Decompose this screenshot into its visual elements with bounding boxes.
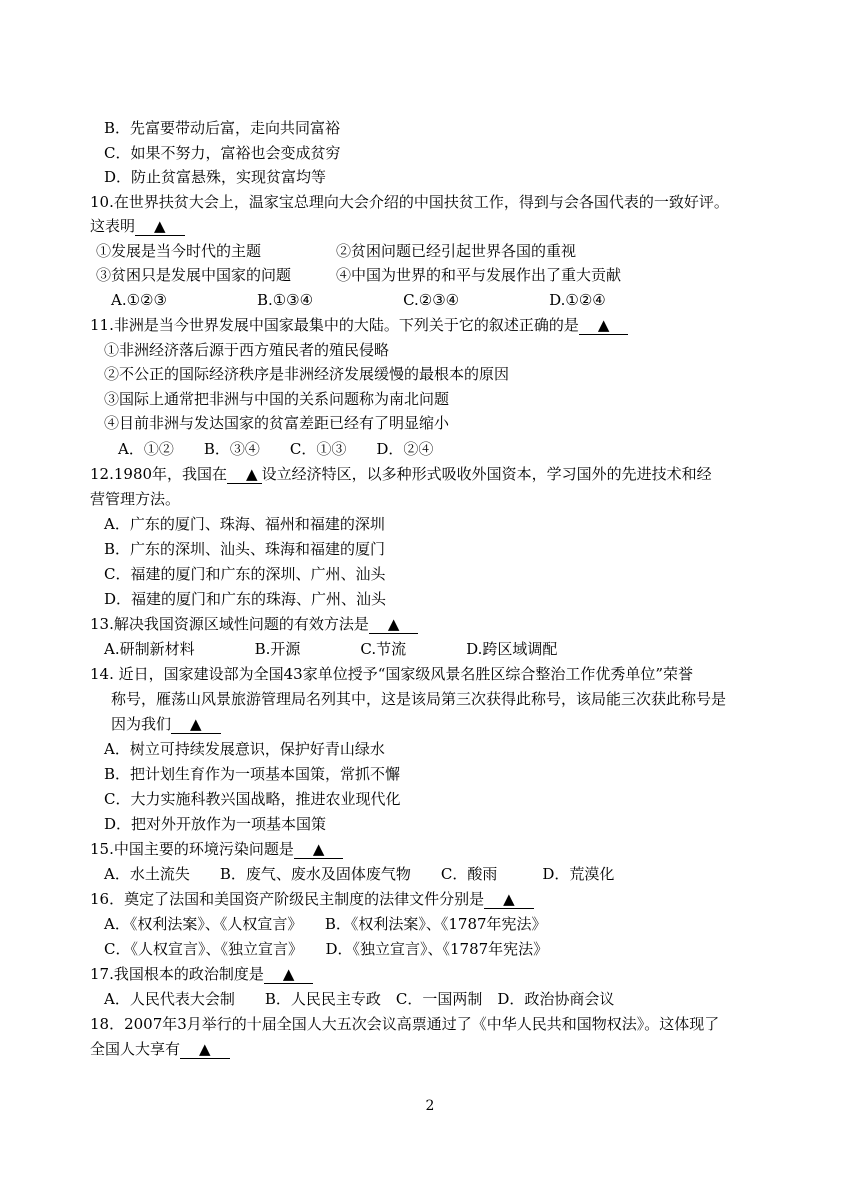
- q14-option-d: D．把对外开放作为一项基本国策: [104, 815, 327, 833]
- answer-blank: ▲: [135, 217, 185, 236]
- q9-option-d: D．防止贫富悬殊，实现贫富均等: [104, 168, 327, 186]
- q10-stem: 10.在世界扶贫大会上，温家宝总理向大会介绍的中国扶贫工作，得到与会各国代表的一致好评。: [90, 193, 729, 211]
- q12-option-b: B．广东的深圳、汕头、珠海和福建的厦门: [104, 540, 386, 558]
- q18-stem-cont: 全国人大享有 ▲: [90, 1039, 230, 1059]
- q12-option-a: A．广东的厦门、珠海、福州和福建的深圳: [104, 515, 385, 533]
- q11-statement-4: ④目前非洲与发达国家的贫富差距已经有了明显缩小: [104, 414, 450, 432]
- answer-blank: ▲: [227, 465, 262, 484]
- q11-stem: 11.非洲是当今世界发展中国家最集中的大陆。下列关于它的叙述正确的是 ▲: [90, 315, 628, 335]
- q15-stem: 15.中国主要的环境污染问题是 ▲: [90, 839, 343, 859]
- q18-stem: 18．2007年3月举行的十届全国人大五次会议高票通过了《中华人民共和国物权法》。这体现了: [90, 1015, 720, 1033]
- q10-stem-cont: 这表明 ▲: [90, 216, 185, 236]
- q11-statement-1: ①非洲经济落后源于西方殖民者的殖民侵略: [104, 341, 390, 359]
- answer-blank: ▲: [171, 715, 221, 734]
- answer-blank: ▲: [264, 965, 314, 984]
- page-number: 2: [425, 1098, 435, 1114]
- q16-options-a-b: A．《权利法案》、《人权宣言》 B．《权利法案》、《1787年宪法》: [104, 915, 547, 933]
- q12-option-c: C．福建的厦门和广东的深圳、广州、汕头: [104, 565, 386, 583]
- q14-stem-cont-2: 因为我们 ▲: [111, 714, 221, 734]
- q14-option-b: B．把计划生育作为一项基本国策，常抓不懈: [104, 765, 401, 783]
- q14-option-a: A．树立可持续发展意识，保护好青山绿水: [104, 740, 385, 758]
- q14-stem-cont-1: 称号，雁荡山风景旅游管理局名列其中，这是该局第三次获得此称号，该局能三次获此称号是: [111, 690, 727, 708]
- q17-options: A．人民代表大会制 B．人民民主专政 C．一国两制 D．政治协商会议: [104, 990, 615, 1008]
- q11-options: A．①② B．③④ C．①③ D．②④: [118, 440, 434, 458]
- q10-statements-1-2: ①发展是当今时代的主题 ②贫困问题已经引起世界各国的重视: [96, 242, 577, 260]
- q12-stem: 12.1980年，我国在 ▲ 设立经济特区，以多种形式吸收外国资本，学习国外的先进技术和经: [90, 465, 712, 483]
- q9-option-c: C．如果不努力，富裕也会变成贫穷: [104, 144, 341, 162]
- q10-options: A.①②③ B.①③④ C.②③④ D.①②④: [111, 291, 606, 309]
- q14-option-c: C．大力实施科教兴国战略，推进农业现代化: [104, 790, 401, 808]
- answer-blank: ▲: [484, 890, 534, 909]
- q16-options-c-d: C．《人权宣言》、《独立宣言》 D．《独立宣言》、《1787年宪法》: [104, 940, 549, 958]
- q11-statement-3: ③国际上通常把非洲与中国的关系问题称为南北问题: [104, 390, 450, 408]
- answer-blank: ▲: [180, 1040, 230, 1059]
- q17-stem: 17.我国根本的政治制度是 ▲: [90, 964, 313, 984]
- q16-stem: 16．奠定了法国和美国资产阶级民主制度的法律文件分别是 ▲: [90, 889, 534, 909]
- answer-blank: ▲: [294, 840, 344, 859]
- answer-blank: ▲: [369, 615, 419, 634]
- q11-statement-2: ②不公正的国际经济秩序是非洲经济发展缓慢的最根本的原因: [104, 365, 510, 383]
- q12-stem-cont: 营管理方法。: [90, 490, 181, 508]
- q15-options: A．水土流失 B．废气、废水及固体废气物 C．酸雨 D．荒漠化: [104, 865, 615, 883]
- q13-stem: 13.解决我国资源区域性问题的有效方法是 ▲: [90, 614, 418, 634]
- q9-option-b: B．先富要带动后富，走向共同富裕: [104, 119, 341, 137]
- q14-stem: 14. 近日，国家建设部为全国43家单位授予“国家级风景名胜区综合整治工作优秀单位”荣誉: [90, 665, 694, 683]
- q12-option-d: D．福建的厦门和广东的珠海、广州、汕头: [104, 590, 387, 608]
- q10-statements-3-4: ③贫困只是发展中国家的问题 ④中国为世界的和平与发展作出了重大贡献: [96, 266, 622, 284]
- q13-options: A.研制新材料 B.开源 C.节流 D.跨区域调配: [104, 640, 558, 658]
- answer-blank: ▲: [579, 316, 629, 335]
